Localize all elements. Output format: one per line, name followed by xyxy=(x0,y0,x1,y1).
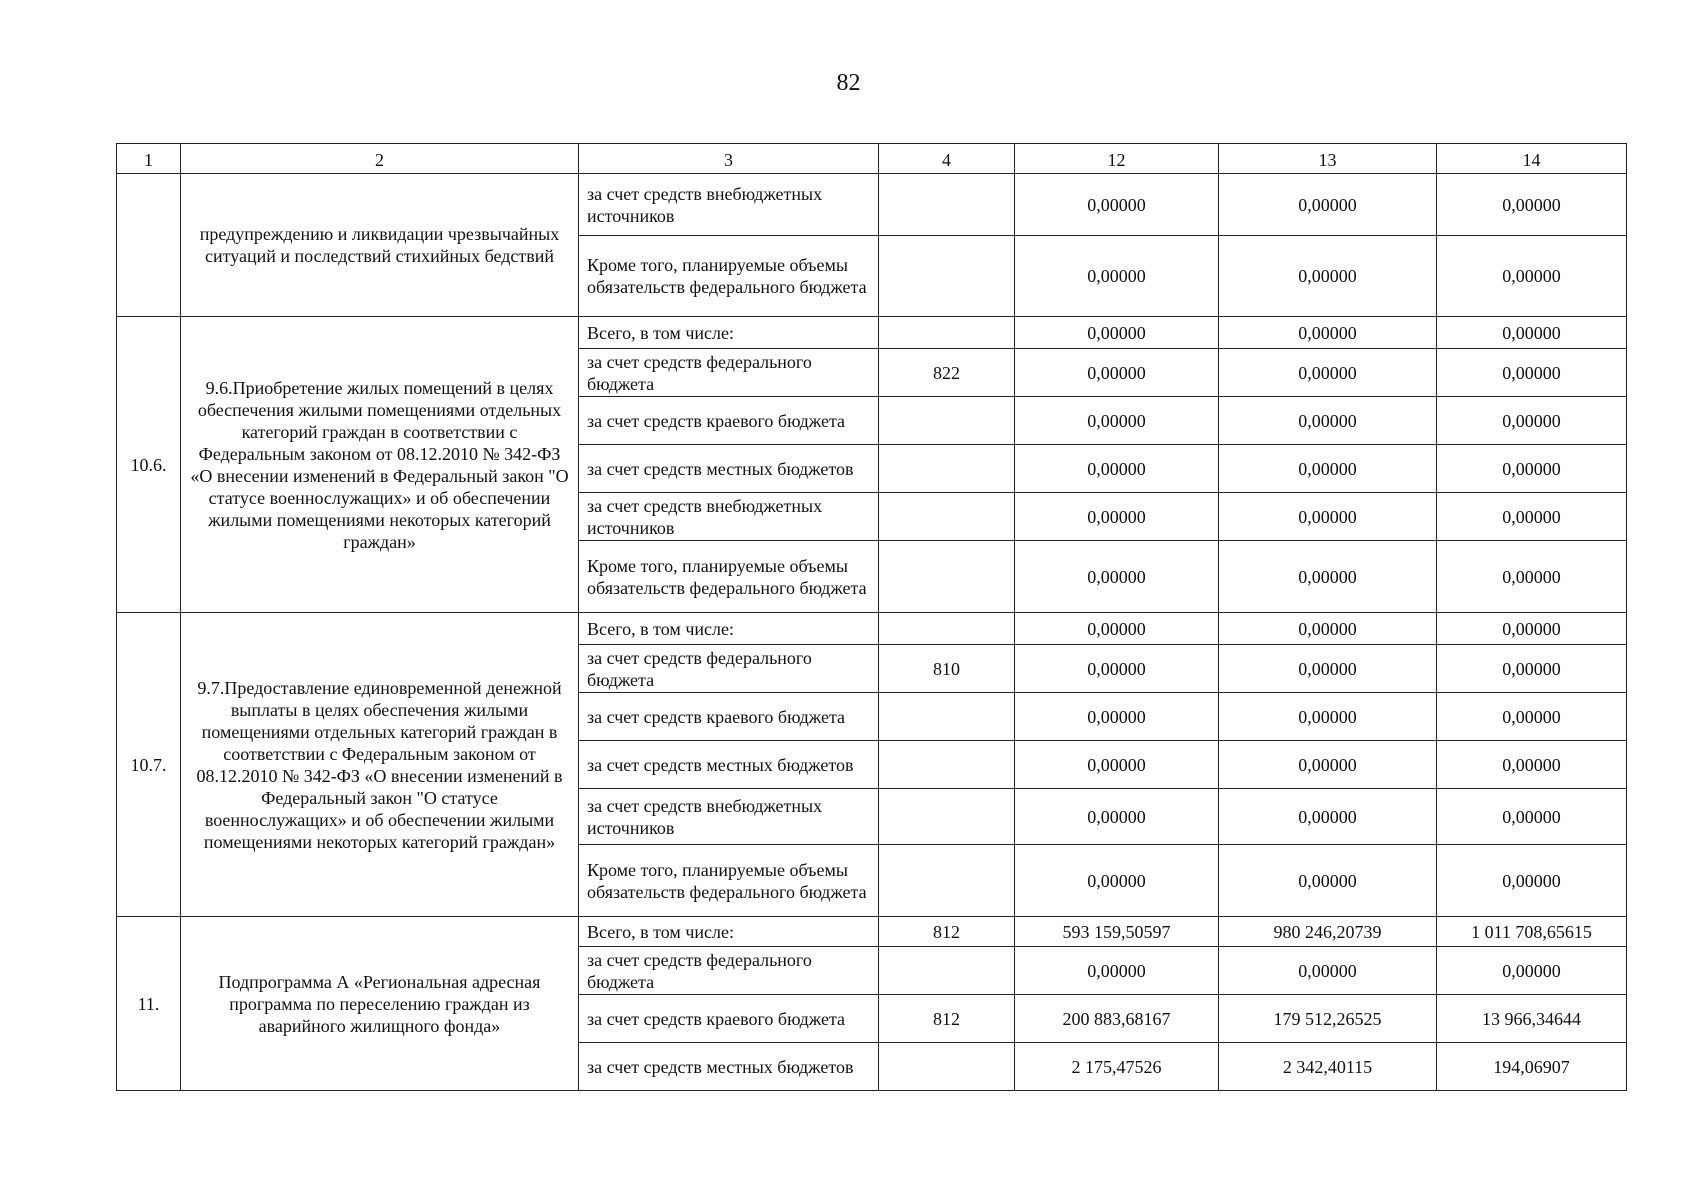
value-col13: 0,00000 xyxy=(1219,613,1437,645)
code-cell: 812 xyxy=(879,917,1015,947)
value-col14: 0,00000 xyxy=(1437,236,1627,317)
value-col12: 0,00000 xyxy=(1015,613,1219,645)
item-name: 9.7.Предоставление единовременной денежной выплаты в целях обеспечения жилыми помещениями отдельных категорий граждан в соответствии с Федеральным законом от 08.12.2010 № 342-ФЗ «О внесении изменений в Федеральный закон "О статусе военнослужащих» и об обеспечении жилыми помещениями некоторых категорий граждан» xyxy=(181,613,579,917)
page-number: 82 xyxy=(836,70,861,96)
header-cell-1: 1 xyxy=(117,144,181,174)
funding-source: за счет средств федерального бюджета xyxy=(579,349,879,397)
value-col14: 0,00000 xyxy=(1437,789,1627,845)
value-col13: 0,00000 xyxy=(1219,493,1437,541)
value-col14: 0,00000 xyxy=(1437,645,1627,693)
funding-source: за счет средств федерального бюджета xyxy=(579,947,879,995)
item-name: 9.6.Приобретение жилых помещений в целях обеспечения жилыми помещениями отдельных категорий граждан в соответствии с Федеральным законом от 08.12.2010 № 342-ФЗ «О внесении изменений в Федеральный закон "О статусе военнослужащих» и об обеспечении жилыми помещениями некоторых категорий граждан» xyxy=(181,317,579,613)
value-col13: 0,00000 xyxy=(1219,845,1437,917)
item-name: Подпрограмма А «Региональная адресная программа по переселению граждан из аварийного жилищного фонда» xyxy=(181,917,579,1091)
value-col12: 0,00000 xyxy=(1015,789,1219,845)
value-col12: 0,00000 xyxy=(1015,174,1219,236)
value-col12: 0,00000 xyxy=(1015,645,1219,693)
funding-source: за счет средств краевого бюджета xyxy=(579,693,879,741)
header-cell-3: 3 xyxy=(579,144,879,174)
value-col14: 0,00000 xyxy=(1437,397,1627,445)
code-cell xyxy=(879,174,1015,236)
funding-source: Всего, в том числе: xyxy=(579,317,879,349)
code-cell: 810 xyxy=(879,645,1015,693)
table-row xyxy=(117,317,1627,349)
value-col14: 0,00000 xyxy=(1437,349,1627,397)
table-row xyxy=(117,174,1627,236)
value-col14: 0,00000 xyxy=(1437,613,1627,645)
code-cell xyxy=(879,236,1015,317)
value-col14: 0,00000 xyxy=(1437,741,1627,789)
value-col13: 0,00000 xyxy=(1219,397,1437,445)
value-col14: 0,00000 xyxy=(1437,693,1627,741)
value-col14: 0,00000 xyxy=(1437,541,1627,613)
value-col13: 179 512,26525 xyxy=(1219,995,1437,1043)
value-col12: 0,00000 xyxy=(1015,541,1219,613)
item-number: 10.6. xyxy=(117,317,181,613)
value-col13: 0,00000 xyxy=(1219,445,1437,493)
item-name: предупреждению и ликвидации чрезвычайных ситуаций и последствий стихийных бедствий xyxy=(181,174,579,317)
value-col13: 0,00000 xyxy=(1219,741,1437,789)
code-cell xyxy=(879,541,1015,613)
value-col13: 0,00000 xyxy=(1219,693,1437,741)
value-col13: 0,00000 xyxy=(1219,947,1437,995)
code-cell xyxy=(879,613,1015,645)
value-col14: 0,00000 xyxy=(1437,845,1627,917)
value-col13: 0,00000 xyxy=(1219,174,1437,236)
code-cell: 822 xyxy=(879,349,1015,397)
value-col12: 0,00000 xyxy=(1015,845,1219,917)
header-cell-13: 13 xyxy=(1219,144,1437,174)
value-col13: 980 246,20739 xyxy=(1219,917,1437,947)
value-col13: 0,00000 xyxy=(1219,541,1437,613)
code-cell xyxy=(879,493,1015,541)
code-cell xyxy=(879,397,1015,445)
code-cell xyxy=(879,741,1015,789)
value-col12: 0,00000 xyxy=(1015,397,1219,445)
funding-source: за счет средств местных бюджетов xyxy=(579,1043,879,1091)
value-col14: 194,06907 xyxy=(1437,1043,1627,1091)
value-col14: 1 011 708,65615 xyxy=(1437,917,1627,947)
funding-source: за счет средств федерального бюджета xyxy=(579,645,879,693)
value-col13: 2 342,40115 xyxy=(1219,1043,1437,1091)
value-col14: 0,00000 xyxy=(1437,493,1627,541)
funding-source: за счет средств местных бюджетов xyxy=(579,741,879,789)
header-row xyxy=(117,144,1627,174)
table-row xyxy=(117,613,1627,645)
header-cell-12: 12 xyxy=(1015,144,1219,174)
value-col13: 0,00000 xyxy=(1219,236,1437,317)
code-cell xyxy=(879,845,1015,917)
value-col13: 0,00000 xyxy=(1219,317,1437,349)
value-col12: 0,00000 xyxy=(1015,236,1219,317)
funding-source: Кроме того, планируемые объемы обязательств федерального бюджета xyxy=(579,541,879,613)
funding-source: за счет средств местных бюджетов xyxy=(579,445,879,493)
value-col12: 0,00000 xyxy=(1015,693,1219,741)
value-col13: 0,00000 xyxy=(1219,789,1437,845)
item-number: 10.7. xyxy=(117,613,181,917)
value-col13: 0,00000 xyxy=(1219,645,1437,693)
code-cell xyxy=(879,1043,1015,1091)
code-cell xyxy=(879,947,1015,995)
funding-source: за счет средств краевого бюджета xyxy=(579,397,879,445)
funding-source: Всего, в том числе: xyxy=(579,917,879,947)
value-col12: 0,00000 xyxy=(1015,493,1219,541)
funding-source: за счет средств внебюджетных источников xyxy=(579,789,879,845)
value-col14: 0,00000 xyxy=(1437,947,1627,995)
code-cell xyxy=(879,789,1015,845)
table-row xyxy=(117,917,1627,947)
value-col14: 13 966,34644 xyxy=(1437,995,1627,1043)
code-cell xyxy=(879,445,1015,493)
header-cell-14: 14 xyxy=(1437,144,1627,174)
value-col14: 0,00000 xyxy=(1437,317,1627,349)
value-col12: 0,00000 xyxy=(1015,947,1219,995)
funding-source: за счет средств внебюджетных источников xyxy=(579,174,879,236)
value-col14: 0,00000 xyxy=(1437,445,1627,493)
item-number xyxy=(117,174,181,317)
header-cell-2: 2 xyxy=(181,144,579,174)
value-col12: 0,00000 xyxy=(1015,349,1219,397)
value-col14: 0,00000 xyxy=(1437,174,1627,236)
funding-source: Всего, в том числе: xyxy=(579,613,879,645)
value-col12: 0,00000 xyxy=(1015,741,1219,789)
code-cell xyxy=(879,317,1015,349)
code-cell xyxy=(879,693,1015,741)
funding-source: Кроме того, планируемые объемы обязательств федерального бюджета xyxy=(579,845,879,917)
value-col12: 2 175,47526 xyxy=(1015,1043,1219,1091)
value-col12: 200 883,68167 xyxy=(1015,995,1219,1043)
budget-table xyxy=(116,143,1627,1091)
value-col13: 0,00000 xyxy=(1219,349,1437,397)
funding-source: за счет средств внебюджетных источников xyxy=(579,493,879,541)
item-number: 11. xyxy=(117,917,181,1091)
code-cell: 812 xyxy=(879,995,1015,1043)
funding-source: за счет средств краевого бюджета xyxy=(579,995,879,1043)
value-col12: 0,00000 xyxy=(1015,317,1219,349)
value-col12: 0,00000 xyxy=(1015,445,1219,493)
header-cell-4: 4 xyxy=(879,144,1015,174)
funding-source: Кроме того, планируемые объемы обязательств федерального бюджета xyxy=(579,236,879,317)
value-col12: 593 159,50597 xyxy=(1015,917,1219,947)
